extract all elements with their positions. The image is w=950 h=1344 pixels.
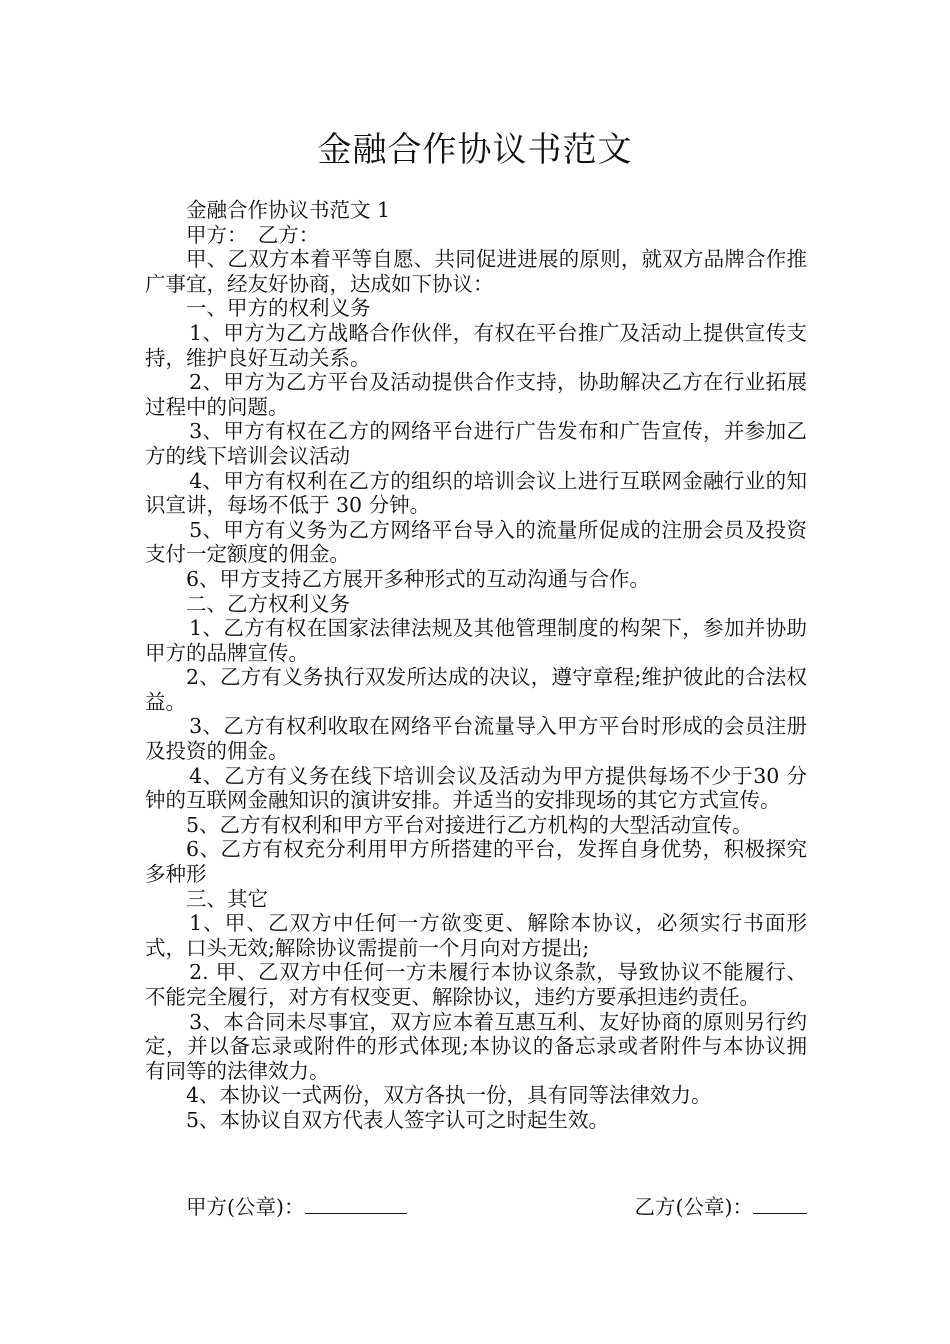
clause-paragraph: 3、乙方有权利收取在网络平台流量导入甲方平台时形成的会员注册及投资的佣金。 [145, 714, 807, 764]
party-a-signature-blank [305, 1195, 407, 1214]
clause-paragraph: 1、甲方为乙方战略合作伙伴，有权在平台推广及活动上提供宣传支持，维护良好互动关系。 [145, 320, 807, 370]
clause-paragraph: 1、乙方有权在国家法律法规及其他管理制度的构架下，参加并协助甲方的品牌宣传。 [145, 616, 807, 665]
section-heading-party-b: 二、乙方权利义务 [186, 591, 350, 616]
clause-paragraph: 4、本协议一式两份，双方各执一份，具有同等法律效力。 [186, 1083, 712, 1108]
clause-paragraph: 5、本协议自双方代表人签字认可之时起生效。 [186, 1107, 610, 1132]
section-heading-party-a: 一、甲方的权利义务 [186, 296, 371, 321]
clause-paragraph: 2、甲方为乙方平台及活动提供合作支持，协助解决乙方在行业拓展过程中的问题。 [145, 370, 807, 419]
section-heading-other: 三、其它 [186, 886, 268, 911]
party-a-signature [145, 1195, 407, 1220]
party-a-seal-label: 甲方(公章)： [186, 1195, 305, 1219]
party-b-signature [635, 1195, 808, 1220]
clause-paragraph: 6、乙方有权充分利用甲方所搭建的平台，发挥自身优势，积极探究多种形 [145, 837, 807, 887]
preamble-paragraph: 甲、乙双方本着平等自愿、共同促进进展的原则，就双方品牌合作推广事宜，经友好协商，达成如下协议： [145, 247, 807, 296]
clause-paragraph: 2、乙方有义务执行双发所达成的决议，遵守章程;维护彼此的合法权益。 [145, 665, 807, 714]
clause-paragraph: 3、本合同未尽事宜，双方应本着互惠互利、友好协商的原则另行约定，并以备忘录或附件的形式体现;本协议的备忘录或者附件与本协议拥有同等的法律效力。 [145, 1009, 807, 1083]
party-b-signature-blank [753, 1195, 807, 1214]
document-title: 金融合作协议书范文 [317, 130, 633, 170]
parties-line: 甲方： 乙方： [186, 222, 320, 247]
clause-paragraph: 5、甲方有义务为乙方网络平台导入的流量所促成的注册会员及投资支付一定额度的佣金。 [145, 517, 807, 567]
party-b-seal-label: 乙方(公章)： [634, 1195, 753, 1219]
clause-paragraph: 6、甲方支持乙方展开多种形式的互动沟通与合作。 [186, 566, 651, 591]
clause-paragraph: 4、甲方有权利在乙方的组织的培训会议上进行互联网金融行业的知识宣讲，每场不低于 30 分钟。 [145, 468, 807, 518]
clause-paragraph: 4、乙方有义务在线下培训会议及活动为甲方提供每场不少于30 分钟的互联网金融知识的演讲安排。并适当的安排现场的其它方式宣传。 [145, 763, 807, 813]
subtitle-paragraph: 金融合作协议书范文 1 [186, 198, 391, 222]
clause-paragraph: 1、甲、乙双方中任何一方欲变更、解除本协议，必须实行书面形式，口头无效;解除协议需提前一个月向对方提出; [145, 911, 807, 960]
clause-paragraph: 3、甲方有权在乙方的网络平台进行广告发布和广告宣传，并参加乙方的线下培训会议活动 [145, 419, 807, 468]
document-body [145, 198, 807, 1133]
clause-paragraph: 5、乙方有权利和甲方平台对接进行乙方机构的大型活动宣传。 [186, 812, 753, 837]
signature-row [145, 1195, 807, 1220]
clause-paragraph: 2. 甲、乙双方中任何一方未履行本协议条款，导致协议不能履行、不能完全履行，对方有权变更、解除协议，违约方要承担违约责任。 [145, 960, 807, 1009]
